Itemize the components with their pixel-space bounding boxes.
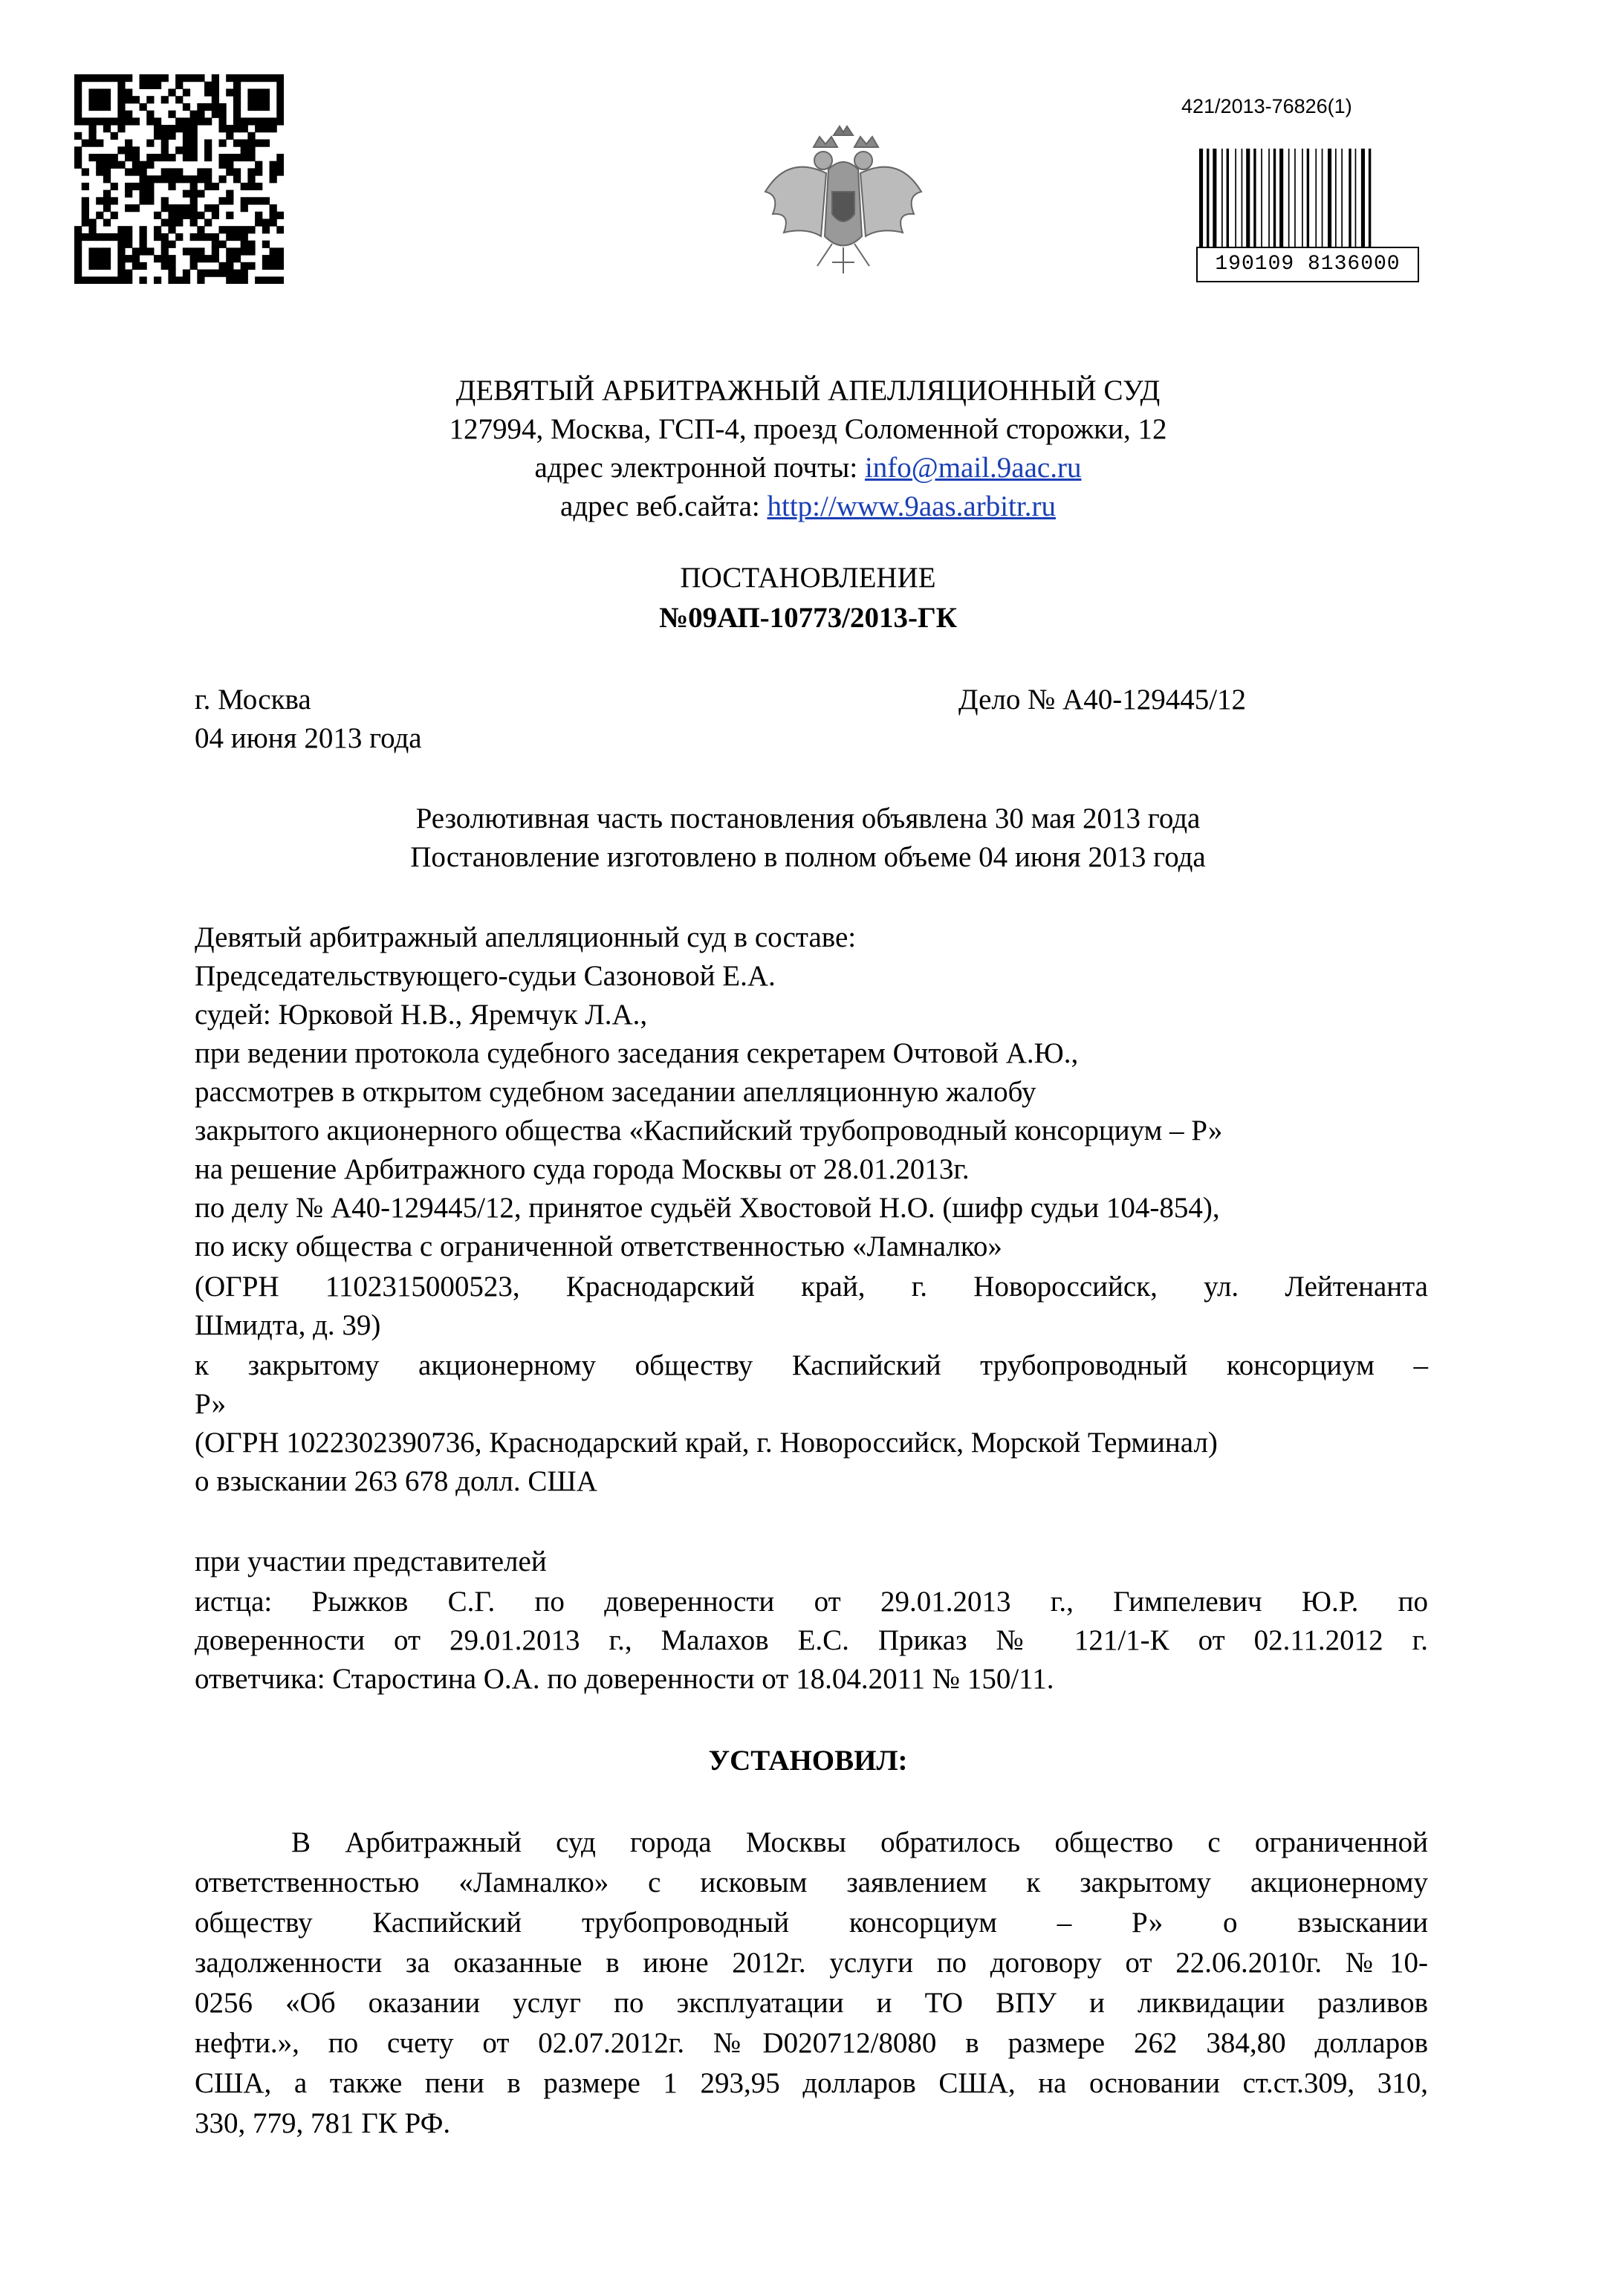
defendant-line-1: к закрытому акционерному обществу Каспийский трубопроводный консорциум –	[195, 1349, 1428, 1381]
barcode	[1196, 149, 1419, 282]
qr-code	[74, 74, 284, 284]
composition-line: Председательствующего-судьи Сазоновой Е.А.	[195, 960, 776, 992]
case-number: Дело № А40-129445/12	[958, 684, 1247, 716]
body-line: 0256 «Об оказании услуг по эксплуатации и ТО ВПУ и ликвидации разливов	[195, 1987, 1428, 2019]
representatives-line-2: доверенности от 29.01.2013 г., Малахов Е.С. Приказ № 121/1-К от 02.11.2012 г.	[195, 1624, 1428, 1656]
site-link[interactable]: http://www.9aas.arbitr.ru	[767, 490, 1056, 522]
barcode-number: 190109 8136000	[1196, 247, 1419, 282]
defendant-line-2: Р»	[195, 1388, 227, 1420]
document-date: 04 июня 2013 года	[195, 722, 422, 754]
composition-line: рассмотрев в открытом судебном заседании апелляционную жалобу	[195, 1076, 1036, 1108]
court-address: 127994, Москва, ГСП-4, проезд Соломенной сторожки, 12	[449, 413, 1167, 445]
place: г. Москва	[195, 684, 311, 716]
email-link[interactable]: info@mail.9aac.ru	[864, 452, 1082, 484]
composition-line: закрытого акционерного общества «Каспийский трубопроводный консорциум – Р»	[195, 1115, 1223, 1147]
composition-line: при ведении протокола судебного заседания секретарем Очтовой А.Ю.,	[195, 1037, 1079, 1069]
court-name: ДЕВЯТЫЙ АРБИТРАЖНЫЙ АПЕЛЛЯЦИОННЫЙ СУД	[455, 374, 1161, 406]
composition-line: на решение Арбитражного суда города Москвы от 28.01.2013г.	[195, 1153, 970, 1185]
representatives-intro: при участии представителей	[195, 1546, 547, 1577]
composition-line: судей: Юрковой Н.В., Яремчук Л.А.,	[195, 999, 648, 1031]
body-line: ответственностью «Ламналко» с исковым заявлением к закрытому акционерному	[195, 1867, 1428, 1898]
announcement-line-2: Постановление изготовлено в полном объеме 04 июня 2013 года	[410, 841, 1206, 873]
defendant-ogrn: (ОГРН 1022302390736, Краснодарский край, г. Новороссийск, Морской Терминал)	[195, 1427, 1218, 1459]
composition-line: по делу № А40-129445/12, принятое судьёй Хвостовой Н.О. (шифр судьи 104-854),	[195, 1192, 1220, 1224]
document-type: ПОСТАНОВЛЕНИЕ	[680, 562, 936, 594]
body-line: задолженности за оказанные в июне 2012г. услуги по договору от 22.06.2010г. №10-	[195, 1947, 1428, 1979]
composition-line: по иску общества с ограниченной ответственностью «Ламналко»	[195, 1230, 1002, 1262]
document-reference: 421/2013-76826(1)	[1181, 95, 1352, 117]
representatives-line-3: ответчика: Старостина О.А. по доверенности от 18.04.2011 № 150/11.	[195, 1663, 1054, 1695]
body-line: нефти.», по счету от 02.07.2012г. №D020712/8080 в размере 262 384,80 долларов	[195, 2027, 1428, 2059]
site-label: адрес веб.сайта:	[560, 490, 768, 522]
composition-line: Девятый арбитражный апелляционный суд в составе:	[195, 921, 857, 953]
coat-of-arms-emblem	[743, 125, 944, 288]
court-site-line	[0, 487, 1616, 526]
document-number: №09АП-10773/2013-ГК	[658, 602, 958, 634]
representatives-line-1: истца: Рыжков С.Г. по доверенности от 29.01.2013 г., Гимпелевич Ю.Р. по	[195, 1586, 1428, 1618]
body-line: 330, 779, 781 ГК РФ.	[195, 2107, 451, 2139]
plaintiff-ogrn-line-2: Шмидта, д. 39)	[195, 1309, 381, 1341]
established-heading: УСТАНОВИЛ:	[708, 1745, 908, 1777]
claim-amount: о взыскании 263 678 долл. США	[195, 1465, 597, 1497]
plaintiff-ogrn-line-1: (ОГРН 1102315000523, Краснодарский край, г. Новороссийск, ул. Лейтенанта	[195, 1271, 1428, 1303]
body-line: В Арбитражный суд города Москвы обратилось общество с ограниченной	[291, 1826, 1428, 1858]
body-line: США, а также пени в размере 1 293,95 долларов США, на основании ст.ст.309, 310,	[195, 2067, 1428, 2099]
court-email-line	[0, 449, 1616, 487]
announcement-line-1: Резолютивная часть постановления объявлена 30 мая 2013 года	[415, 802, 1201, 834]
body-line: обществу Каспийский трубопроводный консорциум – Р» о взыскании	[195, 1907, 1428, 1939]
email-label: адрес электронной почты:	[534, 452, 865, 484]
